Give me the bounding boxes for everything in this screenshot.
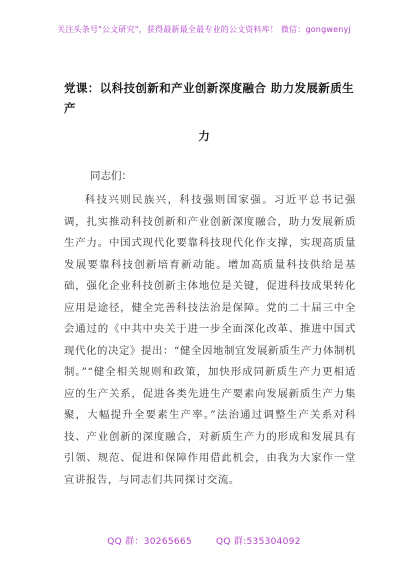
header-promo-note: 关注头条号"公文研究"，获得最新最全最专业的公文资料库！ 微信：gongwenyj bbox=[57, 25, 351, 34]
body-text bbox=[64, 190, 356, 491]
salutation: 同志们： bbox=[90, 170, 132, 182]
footer-qq-groups bbox=[0, 534, 408, 547]
body-paragraph: 科技兴则民族兴，科技强则国家强。习近平总书记强调，扎实推动科技创新和产业创新深度融合，助力发展新质生产力。中国式现代化要靠科技现代化作支撑，实现高质量发展要靠科技创新培育新动能。增加高质量科技供给是基础，强化企业科技创新主体地位是关键，促进科技成果转化应用是途径，健全完善科技法治是保障。党的二十届三中全会通过的《中共中央关于进一步全面深化改革、推进中国式现代化的决定》提出：“健全因地制宜发展新质生产力体制机制。”“健全相关规则和政策，加快形成同新质生产力更相适应的生产关系，促进各类先进生产要素向发展新质生产力集聚，大幅提升全要素生产率。”法治通过调整生产关系对科技、产业创新的深度融合，对新质生产力的形成和发展具有引领、规范、促进和保障作用借此机会，由我为大家作一堂宣讲报告，与同志们共同探讨交流。 bbox=[64, 194, 356, 486]
document-title-continued: 力 bbox=[198, 129, 210, 143]
footer-qq-right: QQ 群:535304092 bbox=[215, 537, 301, 547]
document-title: 党课：以科技创新和产业创新深度融合 助力发展新质生产 bbox=[64, 81, 355, 115]
footer-qq-left: QQ 群：30265665 bbox=[107, 537, 192, 547]
